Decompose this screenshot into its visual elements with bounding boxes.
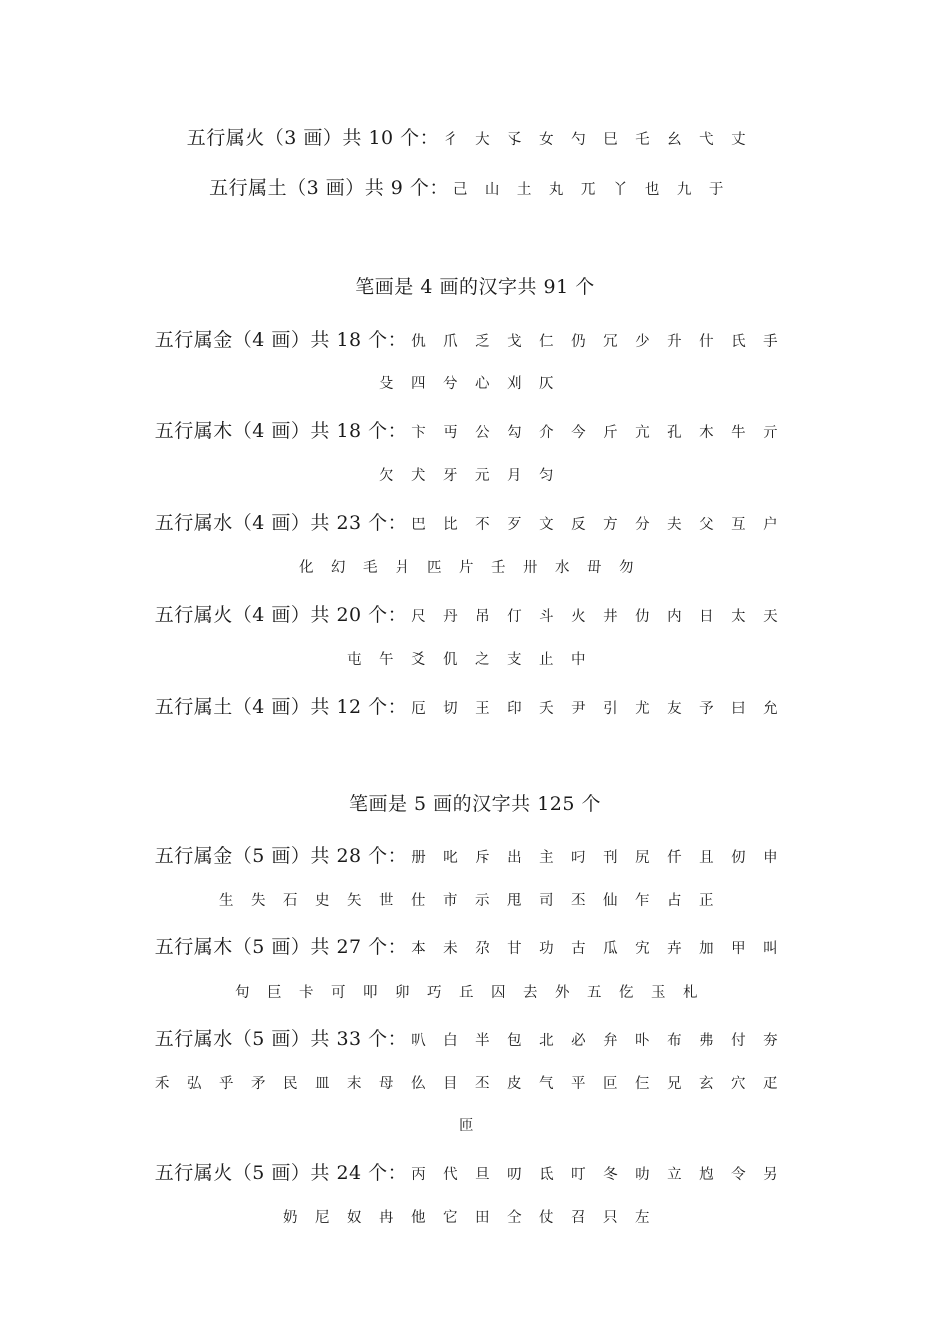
group-row xyxy=(0,1158,950,1185)
group-row xyxy=(0,325,950,352)
group-row xyxy=(0,692,950,719)
section-heading: 笔画是 5 画的汉字共 125 个 xyxy=(348,793,601,815)
character-list: 句巨卡可叩卯巧丘囚去外五仡玉札 xyxy=(235,985,715,1001)
character-list: 生失石史矢世仕市示甩司丕仙乍占正 xyxy=(219,893,731,909)
group-label: 五行属金（4 画）共 18 个： xyxy=(154,329,408,351)
group-label: 五行属水（5 画）共 33 个： xyxy=(154,1028,408,1050)
character-continuation xyxy=(0,372,950,393)
character-continuation xyxy=(0,556,950,577)
character-list: 巴比不歹文反方分夫父互户 xyxy=(411,517,796,533)
group-row xyxy=(0,173,950,200)
character-list: 彳大孓女勺巳乇幺弋丈 xyxy=(443,132,764,148)
group-label: 五行属土（3 画）共 9 个： xyxy=(209,177,449,199)
section-heading: 笔画是 4 画的汉字共 91 个 xyxy=(355,276,595,298)
character-list: 册叱斥出主叼刊尻仟且仞申 xyxy=(411,850,796,866)
character-list: 仇爪乏戈仁仍冗少升什氏手 xyxy=(411,334,796,350)
character-continuation xyxy=(0,648,950,669)
character-continuation xyxy=(0,1072,950,1093)
group-row xyxy=(0,508,950,535)
character-list: 厄切王印夭尹引尤友予曰允 xyxy=(411,701,796,717)
group-label: 五行属火（3 画）共 10 个： xyxy=(186,127,440,149)
group-label: 五行属木（5 画）共 27 个： xyxy=(154,936,408,958)
character-continuation xyxy=(0,1114,950,1135)
character-continuation xyxy=(0,1206,950,1227)
character-list: 尺丹吊仃斗火井仂内日太天 xyxy=(411,609,796,625)
character-list: 己山土丸兀丫也九于 xyxy=(452,182,741,198)
character-list: 奶尼奴冉他它田仝仗召只左 xyxy=(283,1210,667,1226)
group-row xyxy=(0,1024,950,1051)
character-list: 化幻毛爿匹片壬卅水毌勿 xyxy=(299,560,651,576)
group-label: 五行属火（5 画）共 24 个： xyxy=(154,1162,408,1184)
character-list: 叭白半包北必弁卟布弗付夯 xyxy=(411,1033,796,1049)
character-continuation xyxy=(0,464,950,485)
character-list: 禾弘乎矛民皿末母仫目丕皮气平叵仨兄玄穴疋 xyxy=(155,1076,795,1092)
character-list: 匝 xyxy=(459,1118,491,1134)
group-label: 五行属火（4 画）共 20 个： xyxy=(154,604,408,626)
group-row xyxy=(0,841,950,868)
group-label: 五行属水（4 画）共 23 个： xyxy=(154,512,408,534)
character-list: 本未尕甘功古瓜宄卉加甲叫 xyxy=(411,941,796,957)
group-label: 五行属土（4 画）共 12 个： xyxy=(154,696,408,718)
character-list: 丙代旦叨氐叮冬叻立尥令另 xyxy=(411,1167,796,1183)
character-list: 卞丏公勾介今斤亢孔木牛亓 xyxy=(411,425,796,441)
group-label: 五行属木（4 画）共 18 个： xyxy=(154,420,408,442)
group-row xyxy=(0,416,950,443)
group-label: 五行属金（5 画）共 28 个： xyxy=(154,845,408,867)
character-list: 欠犬牙元月匀 xyxy=(379,468,571,484)
group-row xyxy=(0,932,950,959)
character-continuation xyxy=(0,889,950,910)
character-list: 屯午爻仉之支止中 xyxy=(347,652,603,668)
character-continuation xyxy=(0,981,950,1002)
group-row xyxy=(0,123,950,150)
group-row xyxy=(0,600,950,627)
character-list: 殳四兮心刈仄 xyxy=(379,376,571,392)
